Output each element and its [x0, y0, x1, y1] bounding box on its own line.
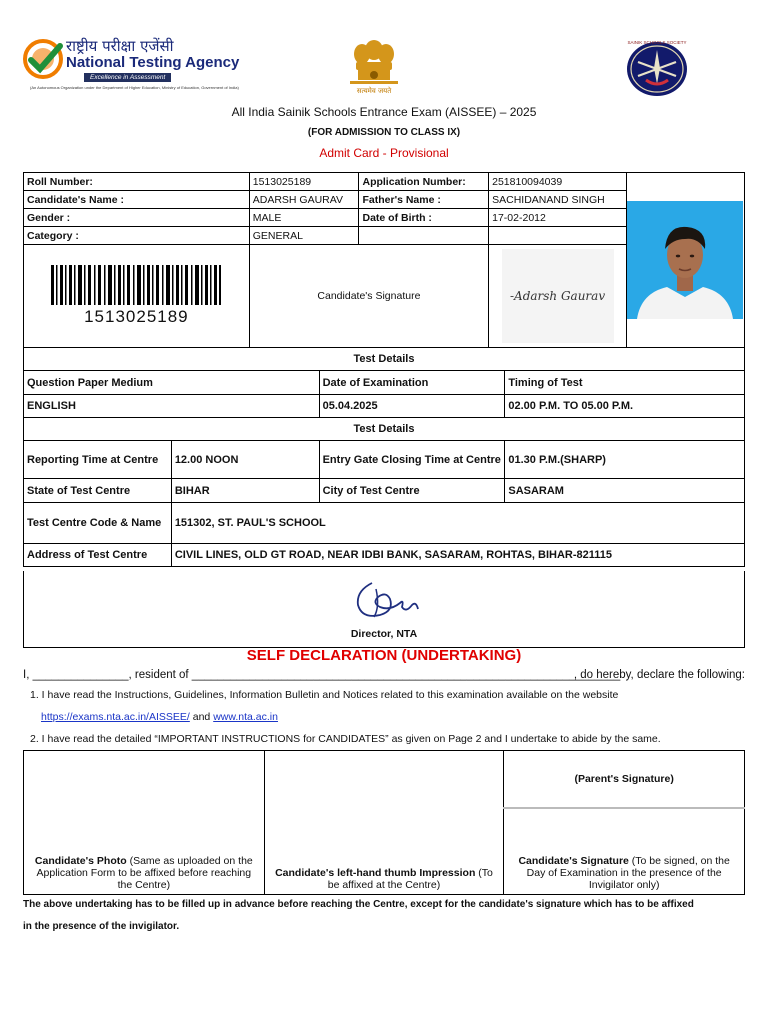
centre-code-value: 151302, ST. PAUL'S SCHOOL [171, 503, 744, 544]
director-signature-icon [350, 577, 422, 623]
candidate-signature-image: -Adarsh Gaurav [502, 249, 614, 343]
candidate-signature-label: Candidate's Signature [249, 245, 488, 348]
barcode-number: 1513025189 [84, 307, 189, 326]
gate-closing-label: Entry Gate Closing Time at Centre [319, 441, 505, 479]
father-name-label: Father's Name : [359, 191, 489, 209]
gender-label: Gender : [24, 209, 250, 227]
sainik-school-logo-icon [624, 38, 690, 96]
declaration-line-left: I, _______________, resident of ___________________________________________________________________ [23, 669, 621, 681]
sainik-school-logo [624, 38, 690, 96]
thumb-impression-text: (To be affixed at the Centre) [327, 867, 493, 891]
admit-card-type: Admit Card - Provisional [319, 146, 449, 160]
declaration-line-right: , do hereby, declare the following: [573, 669, 745, 681]
candidate-sign-text: (To be signed, on the Day of Examination in the presence of the Invigilator only) [526, 855, 730, 891]
candidate-name-value: ADARSH GAURAV [249, 191, 359, 209]
roll-number-label: Roll Number: [24, 173, 250, 191]
timing-label: Timing of Test [505, 371, 745, 395]
photo-cell [626, 173, 744, 348]
gate-closing-value: 01.30 P.M.(SHARP) [505, 441, 745, 479]
city-label: City of Test Centre [319, 479, 505, 503]
photo-affix-bold: Candidate's Photo [34, 855, 127, 867]
nta-logo-icon [22, 38, 64, 80]
gender-value: MALE [249, 209, 359, 227]
dob-label: Date of Birth : [359, 209, 489, 227]
exam-date-label: Date of Examination [319, 371, 505, 395]
exam-date-value: 05.04.2025 [319, 395, 505, 418]
national-emblem-icon [336, 38, 412, 96]
thumb-impression-cell [264, 751, 504, 895]
footer-note-1: The above undertaking has to be filled up in advance before reaching the Centre, except for the candidate's signature which has to be affixed [23, 899, 694, 910]
centre-address-value: CIVIL LINES, OLD GT ROAD, NEAR IDBI BANK, SASARAM, ROHTAS, BIHAR-821115 [171, 544, 744, 567]
nta-subtitle: (An Autonomous Organization under the Department of Higher Education, Ministry of Education, Government of India) [30, 85, 239, 90]
barcode-cell [24, 245, 250, 348]
category-label: Category : [24, 227, 250, 245]
candidate-signature-cell [489, 245, 627, 348]
dob-value: 17-02-2012 [489, 209, 627, 227]
candidate-details-table [23, 172, 745, 348]
test-details-heading-2: Test Details [24, 418, 745, 441]
state-label: State of Test Centre [24, 479, 172, 503]
photo-affix-cell [24, 751, 265, 895]
footer-note-2: in the presence of the invigilator. [23, 921, 180, 932]
self-declaration-title: SELF DECLARATION (UNDERTAKING) [246, 647, 522, 664]
candidate-sign-bold: Candidate's Signature [518, 855, 629, 867]
emblem-motto: सत्यमेव जयते [356, 87, 392, 95]
director-signature-box [23, 571, 745, 648]
candidate-photo [627, 201, 743, 319]
application-number-value: 251810094039 [489, 173, 627, 191]
centre-code-label: Test Centre Code & Name [24, 503, 172, 544]
barcode-icon [51, 265, 221, 305]
city-value: SASARAM [505, 479, 745, 503]
undertaking-table [23, 750, 745, 895]
test-details-heading-1: Test Details [24, 348, 745, 371]
medium-label: Question Paper Medium [24, 371, 320, 395]
declaration-item-1: 1. I have read the Instructions, Guidelines, Information Bulletin and Notices related to this examination available on the website [30, 689, 619, 701]
application-number-label: Application Number: [359, 173, 489, 191]
parent-signature-cell: (Parent's Signature) [504, 751, 745, 808]
medium-value: ENGLISH [24, 395, 320, 418]
declaration-line [23, 669, 745, 681]
nta-tagline: Excellence in Assessment [84, 73, 171, 82]
svg-text:SAINIK SCHOOLS SOCIETY: SAINIK SCHOOLS SOCIETY [627, 40, 687, 45]
declaration-links [41, 711, 278, 723]
candidate-name-label: Candidate's Name : [24, 191, 250, 209]
nta-name: National Testing Agency [66, 54, 240, 71]
director-label: Director, NTA [350, 628, 418, 640]
category-value: GENERAL [249, 227, 359, 245]
thumb-impression-bold: Candidate's left-hand thumb Impression [275, 867, 476, 879]
admission-class: (FOR ADMISSION TO CLASS IX) [307, 127, 461, 138]
nta-logo [22, 34, 262, 96]
reporting-time-value: 12.00 NOON [171, 441, 319, 479]
aissee-link[interactable]: https://exams.nta.ac.in/AISSEE/ [41, 711, 190, 723]
declaration-item-2: 2. I have read the detailed “IMPORTANT INSTRUCTIONS for CANDIDATES” as given on Page 2 and I undertake to abide by the same. [30, 733, 661, 745]
national-emblem [336, 38, 412, 96]
reporting-time-label: Reporting Time at Centre [24, 441, 172, 479]
timing-value: 02.00 P.M. TO 05.00 P.M. [505, 395, 745, 418]
nta-hindi-name: राष्ट्रीय परीक्षा एजेंसी [66, 37, 174, 55]
candidate-sign-cell [504, 808, 745, 895]
centre-address-label: Address of Test Centre [24, 544, 172, 567]
state-value: BIHAR [171, 479, 319, 503]
and-text: and [192, 711, 211, 723]
nta-link[interactable]: www.nta.ac.in [213, 711, 278, 723]
photo-affix-text: (Same as uploaded on the Application Form to be affixed before reaching the Centre) [36, 855, 253, 891]
test-details-table [23, 347, 745, 567]
roll-number-value: 1513025189 [249, 173, 359, 191]
father-name-value: SACHIDANAND SINGH [489, 191, 627, 209]
exam-title: All India Sainik Schools Entrance Exam (AISSEE) – 2025 [231, 105, 537, 119]
